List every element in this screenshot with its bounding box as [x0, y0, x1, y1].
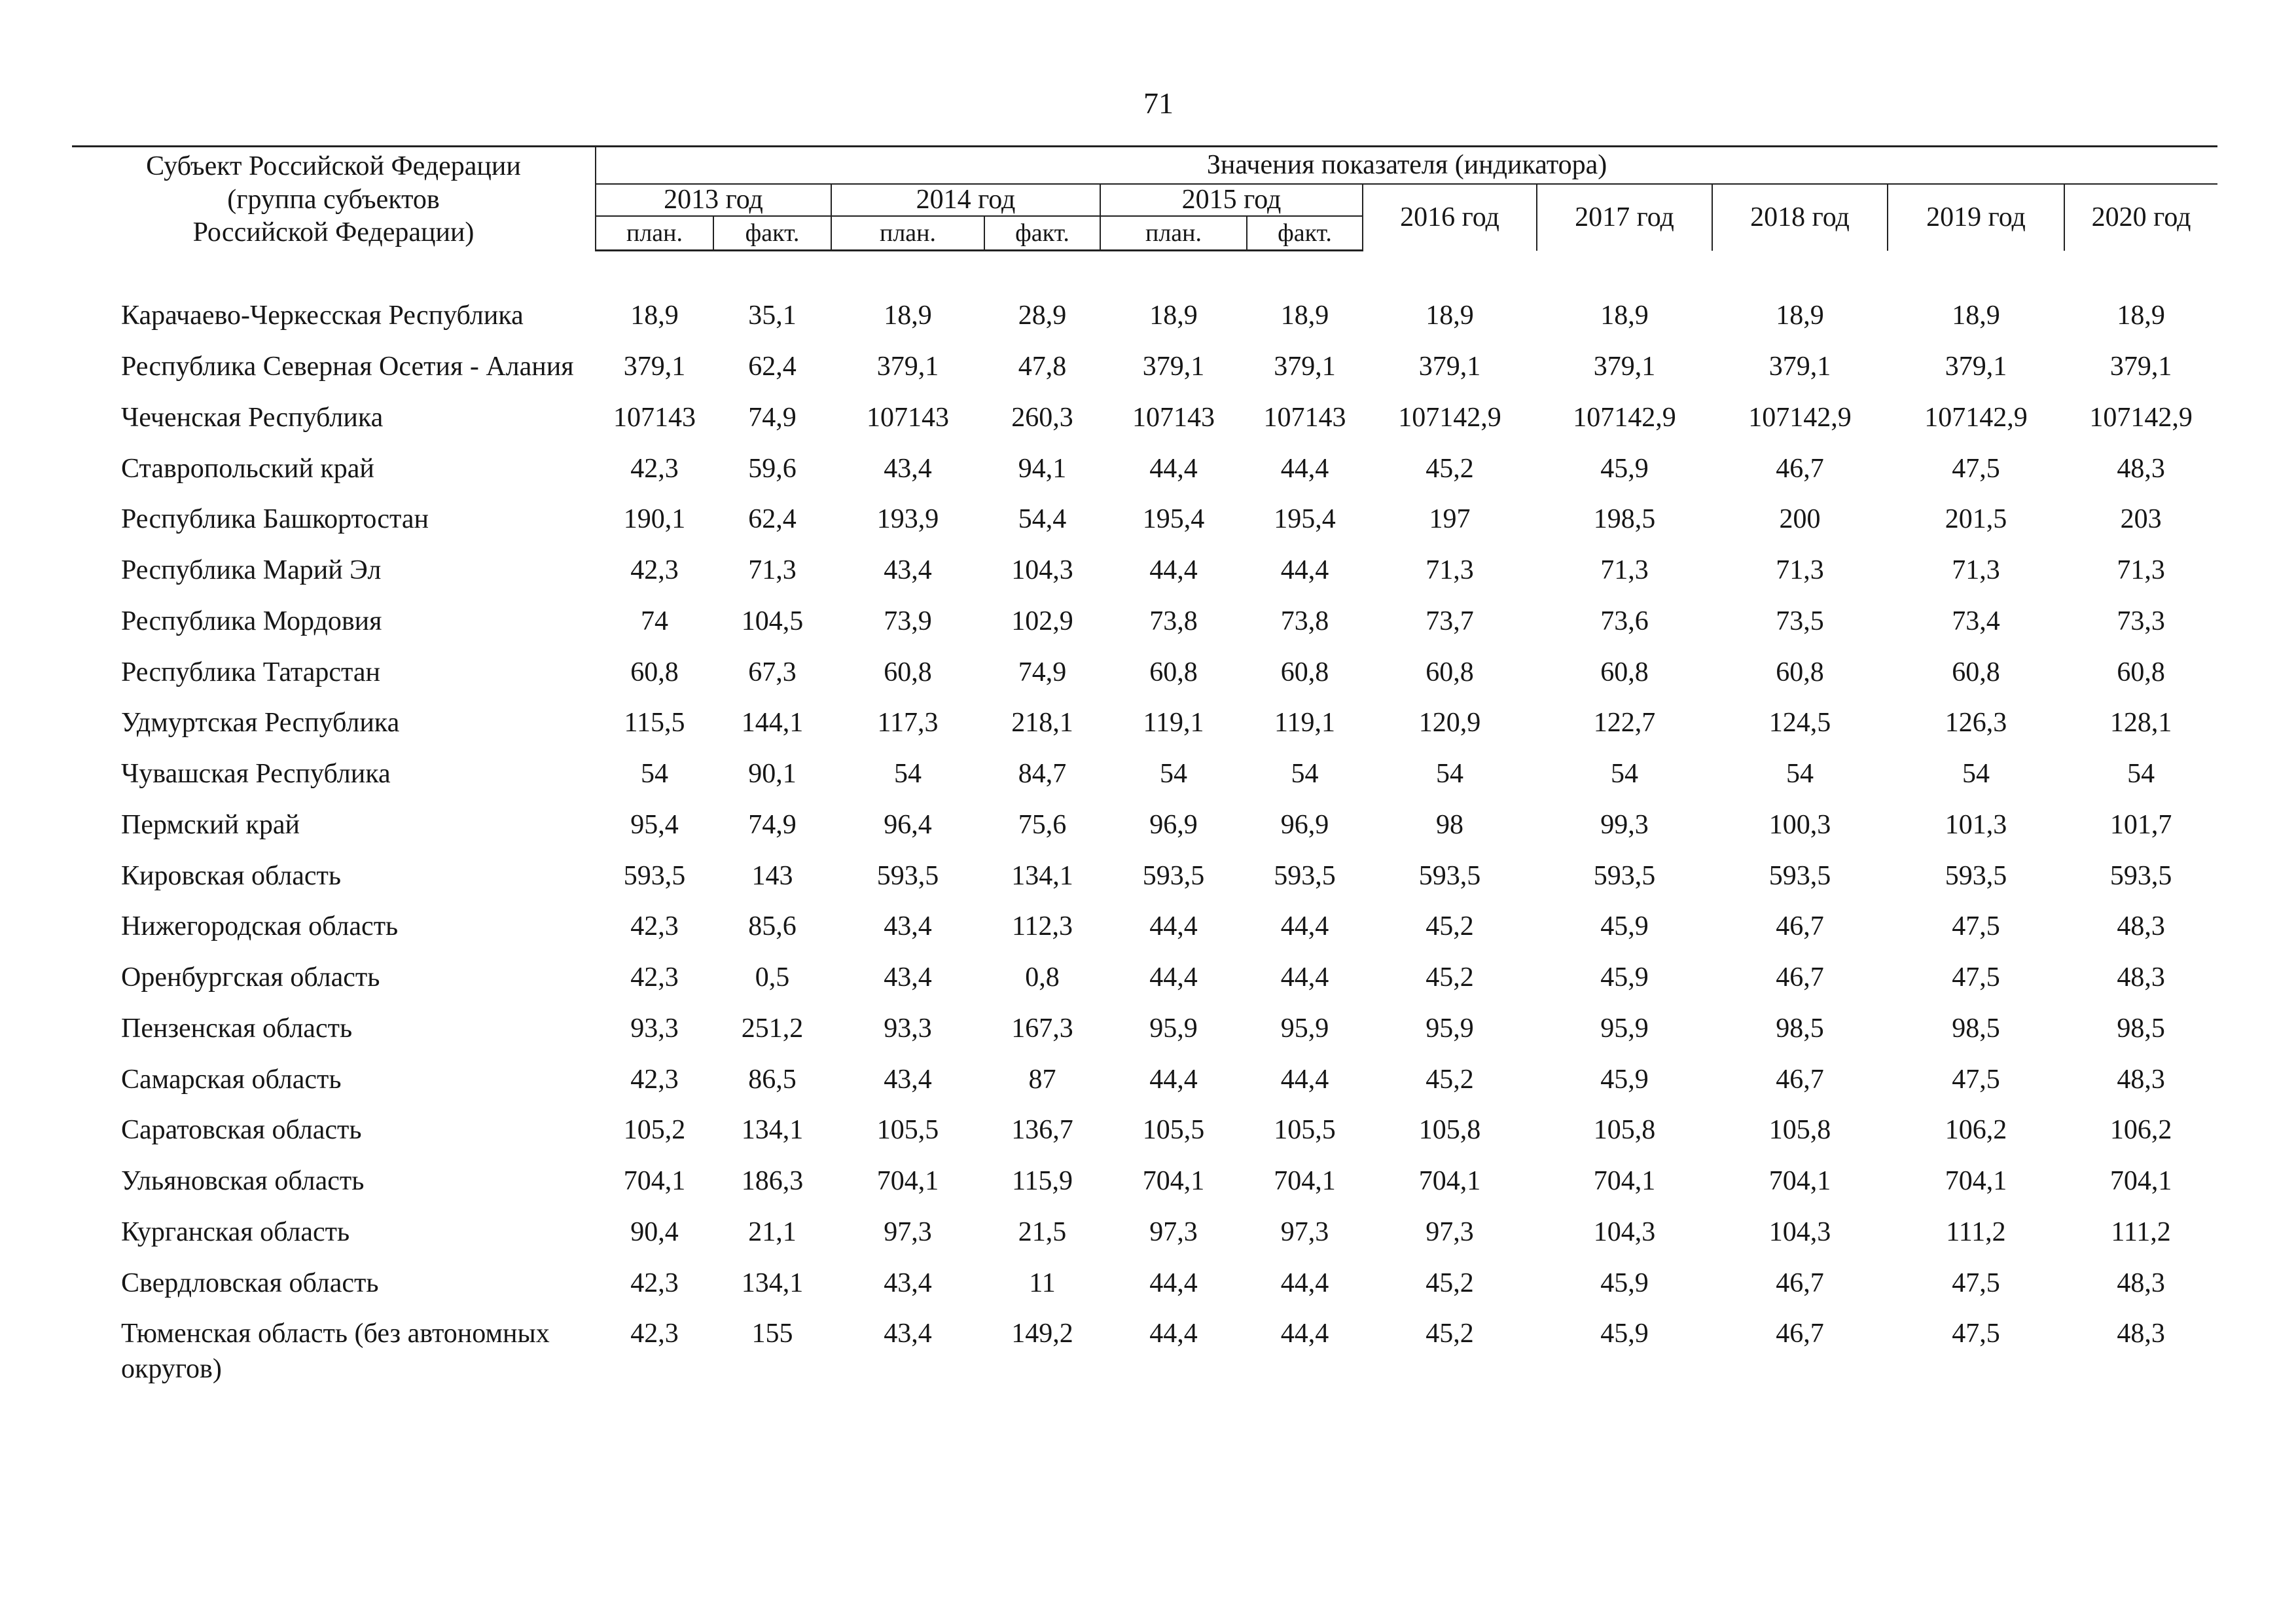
region-name-cell: Свердловская область — [121, 1267, 379, 1298]
value-cell: 42,3 — [630, 1319, 679, 1349]
region-name-cell: Курганская область — [121, 1216, 350, 1247]
value-cell: 45,9 — [1600, 1064, 1649, 1095]
value-cell: 54 — [1962, 759, 1990, 790]
value-cell: 60,8 — [1776, 657, 1824, 687]
value-cell: 73,3 — [2117, 606, 2165, 636]
value-cell: 704,1 — [1142, 1166, 1205, 1197]
plan-header-2014: план. — [831, 216, 984, 251]
value-cell: 42,3 — [630, 962, 679, 993]
value-cell: 593,5 — [1418, 860, 1481, 891]
value-cell: 43,4 — [884, 1319, 932, 1349]
value-cell: 45,9 — [1600, 1267, 1649, 1298]
region-name-cell: Республика Марий Эл — [121, 555, 382, 586]
value-cell: 104,3 — [1011, 555, 1073, 586]
value-cell: 106,2 — [1945, 1115, 2007, 1146]
table-row — [72, 299, 2217, 350]
region-name-cell: Ставропольский край — [121, 453, 374, 484]
value-cell: 42,3 — [630, 911, 679, 942]
value-cell: 190,1 — [623, 504, 686, 535]
value-cell: 100,3 — [1768, 809, 1831, 840]
value-cell: 21,1 — [748, 1216, 797, 1247]
value-cell: 201,5 — [1945, 504, 2007, 535]
value-cell: 73,8 — [1149, 606, 1198, 636]
value-cell: 71,3 — [2117, 555, 2165, 586]
value-cell: 704,1 — [1945, 1166, 2007, 1197]
table-header — [72, 147, 2217, 251]
value-cell: 18,9 — [2117, 301, 2165, 331]
value-cell: 60,8 — [630, 657, 679, 687]
value-cell: 93,3 — [884, 1013, 932, 1044]
year-header-2015: 2015 год — [1100, 184, 1363, 216]
region-name-cell: Кировская область — [121, 860, 342, 891]
value-cell: 95,9 — [1426, 1013, 1474, 1044]
table-row — [72, 1113, 2217, 1164]
year-header-2014: 2014 год — [831, 184, 1100, 216]
table-row — [72, 1063, 2217, 1114]
value-cell: 44,4 — [1280, 1267, 1329, 1298]
value-cell: 44,4 — [1280, 1064, 1329, 1095]
value-cell: 18,9 — [1426, 301, 1474, 331]
region-name-cell: Республика Северная Осетия - Алания — [121, 352, 574, 382]
indicator-table — [72, 145, 2217, 1403]
value-cell: 107142,9 — [1748, 402, 1852, 433]
region-name-cell: Нижегородская область — [121, 911, 399, 942]
value-cell: 143 — [751, 860, 793, 891]
table-row — [72, 452, 2217, 503]
value-cell: 54 — [1611, 759, 1638, 790]
value-cell: 54 — [1160, 759, 1187, 790]
value-cell: 71,3 — [1600, 555, 1649, 586]
value-cell: 193,9 — [876, 504, 939, 535]
value-cell: 54 — [894, 759, 922, 790]
value-cell: 73,5 — [1776, 606, 1824, 636]
value-cell: 44,4 — [1149, 911, 1198, 942]
value-cell: 48,3 — [2117, 911, 2165, 942]
table-row — [72, 655, 2217, 706]
value-cell: 107142,9 — [1398, 402, 1501, 433]
value-cell: 95,4 — [630, 809, 679, 840]
value-cell: 593,5 — [1142, 860, 1205, 891]
value-cell: 44,4 — [1149, 1064, 1198, 1095]
value-cell: 379,1 — [1593, 352, 1656, 382]
value-cell: 74,9 — [748, 402, 797, 433]
year-header-2013: 2013 год — [596, 184, 831, 216]
region-name-cell: Удмуртская Республика — [121, 708, 400, 739]
value-cell: 45,9 — [1600, 1319, 1649, 1349]
value-cell: 98,5 — [2117, 1013, 2165, 1044]
subject-header-line-1: Субъект Российской Федерации — [146, 151, 521, 182]
value-cell: 73,9 — [884, 606, 932, 636]
value-cell: 73,6 — [1600, 606, 1649, 636]
region-name-cell: Оренбургская область — [121, 962, 380, 993]
indicator-header: Значения показателя (индикатора) — [596, 147, 2217, 185]
region-name-cell: Тюменская область (без автономных округов) — [121, 1319, 550, 1385]
value-cell: 593,5 — [1768, 860, 1831, 891]
value-cell: 107142,9 — [1573, 402, 1676, 433]
value-cell: 97,3 — [1280, 1216, 1329, 1247]
value-cell: 379,1 — [876, 352, 939, 382]
value-cell: 43,4 — [884, 1267, 932, 1298]
value-cell: 105,5 — [876, 1115, 939, 1146]
plan-header-2015: план. — [1100, 216, 1247, 251]
value-cell: 86,5 — [748, 1064, 797, 1095]
value-cell: 90,1 — [748, 759, 797, 790]
value-cell: 54 — [641, 759, 668, 790]
value-cell: 704,1 — [1593, 1166, 1656, 1197]
value-cell: 106,2 — [2109, 1115, 2172, 1146]
value-cell: 104,3 — [1768, 1216, 1831, 1247]
value-cell: 95,9 — [1280, 1013, 1329, 1044]
value-cell: 704,1 — [2109, 1166, 2172, 1197]
value-cell: 44,4 — [1280, 453, 1329, 484]
table-row — [72, 604, 2217, 655]
table-row — [72, 502, 2217, 553]
value-cell: 18,9 — [1600, 301, 1649, 331]
value-cell: 593,5 — [623, 860, 686, 891]
value-cell: 71,3 — [1952, 555, 2000, 586]
value-cell: 60,8 — [1426, 657, 1474, 687]
value-cell: 48,3 — [2117, 1064, 2165, 1095]
value-cell: 54,4 — [1018, 504, 1067, 535]
value-cell: 90,4 — [630, 1216, 679, 1247]
value-cell: 105,8 — [1768, 1115, 1831, 1146]
value-cell: 18,9 — [1280, 301, 1329, 331]
value-cell: 46,7 — [1776, 1319, 1824, 1349]
value-cell: 704,1 — [623, 1166, 686, 1197]
value-cell: 260,3 — [1011, 402, 1073, 433]
value-cell: 95,9 — [1149, 1013, 1198, 1044]
value-cell: 45,9 — [1600, 911, 1649, 942]
value-cell: 379,1 — [623, 352, 686, 382]
value-cell: 94,1 — [1018, 453, 1067, 484]
table-row — [72, 757, 2217, 808]
value-cell: 115,9 — [1012, 1166, 1073, 1197]
value-cell: 195,4 — [1142, 504, 1205, 535]
page-number: 71 — [1143, 86, 1174, 120]
value-cell: 134,1 — [1011, 860, 1073, 891]
value-cell: 95,9 — [1600, 1013, 1649, 1044]
value-cell: 379,1 — [1768, 352, 1831, 382]
value-cell: 45,9 — [1600, 962, 1649, 993]
value-cell: 704,1 — [1274, 1166, 1336, 1197]
value-cell: 44,4 — [1280, 1319, 1329, 1349]
value-cell: 98,5 — [1776, 1013, 1824, 1044]
value-cell: 44,4 — [1149, 1319, 1198, 1349]
value-cell: 46,7 — [1776, 453, 1824, 484]
value-cell: 44,4 — [1280, 555, 1329, 586]
value-cell: 704,1 — [876, 1166, 939, 1197]
value-cell: 62,4 — [748, 504, 797, 535]
value-cell: 18,9 — [1149, 301, 1198, 331]
value-cell: 48,3 — [2117, 1319, 2165, 1349]
value-cell: 96,9 — [1280, 809, 1329, 840]
region-name-cell: Пензенская область — [121, 1013, 353, 1044]
table-row — [72, 706, 2217, 757]
value-cell: 54 — [1786, 759, 1814, 790]
value-cell: 60,8 — [1149, 657, 1198, 687]
subject-column-header — [72, 147, 596, 251]
value-cell: 43,4 — [884, 962, 932, 993]
year-header-2020: 2020 год — [2064, 184, 2217, 251]
value-cell: 62,4 — [748, 352, 797, 382]
value-cell: 60,8 — [1280, 657, 1329, 687]
value-cell: 203 — [2120, 504, 2162, 535]
value-cell: 134,1 — [741, 1115, 804, 1146]
table-row — [72, 960, 2217, 1012]
fact-header-2013: факт. — [713, 216, 831, 251]
value-cell: 0,8 — [1025, 962, 1060, 993]
value-cell: 105,8 — [1593, 1115, 1656, 1146]
value-cell: 97,3 — [1426, 1216, 1474, 1247]
table-row — [72, 1266, 2217, 1317]
value-cell: 18,9 — [884, 301, 932, 331]
value-cell: 107143 — [1263, 402, 1346, 433]
value-cell: 0,5 — [755, 962, 790, 993]
value-cell: 45,9 — [1600, 453, 1649, 484]
value-cell: 74,9 — [748, 809, 797, 840]
year-header-2016: 2016 год — [1363, 184, 1537, 251]
value-cell: 71,3 — [748, 555, 797, 586]
value-cell: 46,7 — [1776, 1267, 1824, 1298]
value-cell: 111,2 — [1946, 1216, 2006, 1247]
value-cell: 87 — [1028, 1064, 1056, 1095]
value-cell: 54 — [1291, 759, 1319, 790]
value-cell: 73,7 — [1426, 606, 1474, 636]
table-body — [72, 251, 2217, 1403]
value-cell: 97,3 — [884, 1216, 932, 1247]
value-cell: 134,1 — [741, 1267, 804, 1298]
value-cell: 71,3 — [1776, 555, 1824, 586]
table-row — [72, 859, 2217, 910]
value-cell: 107143 — [867, 402, 949, 433]
value-cell: 593,5 — [1593, 860, 1656, 891]
value-cell: 47,8 — [1018, 352, 1067, 382]
table-row — [72, 808, 2217, 859]
subject-header-line-3: Российской Федерации) — [192, 217, 475, 248]
value-cell: 96,9 — [1149, 809, 1198, 840]
value-cell: 47,5 — [1952, 962, 2000, 993]
value-cell: 45,2 — [1426, 1267, 1474, 1298]
value-cell: 28,9 — [1018, 301, 1067, 331]
value-cell: 73,4 — [1952, 606, 2000, 636]
value-cell: 96,4 — [884, 809, 932, 840]
value-cell: 54 — [1436, 759, 1463, 790]
value-cell: 105,2 — [623, 1115, 686, 1146]
value-cell: 45,2 — [1426, 962, 1474, 993]
value-cell: 93,3 — [630, 1013, 679, 1044]
value-cell: 104,3 — [1593, 1216, 1656, 1247]
value-cell: 84,7 — [1018, 759, 1067, 790]
value-cell: 593,5 — [1945, 860, 2007, 891]
value-cell: 105,5 — [1274, 1115, 1336, 1146]
value-cell: 197 — [1429, 504, 1471, 535]
year-header-2018: 2018 год — [1712, 184, 1888, 251]
value-cell: 18,9 — [1776, 301, 1824, 331]
value-cell: 107143 — [1132, 402, 1215, 433]
value-cell: 59,6 — [748, 453, 797, 484]
value-cell: 35,1 — [748, 301, 797, 331]
region-name-cell: Ульяновская область — [121, 1166, 365, 1197]
value-cell: 46,7 — [1776, 1064, 1824, 1095]
value-cell: 43,4 — [884, 555, 932, 586]
region-name-cell: Пермский край — [121, 809, 300, 840]
value-cell: 44,4 — [1280, 962, 1329, 993]
value-cell: 42,3 — [630, 555, 679, 586]
table-row — [72, 401, 2217, 452]
table-row — [72, 1012, 2217, 1063]
value-cell: 42,3 — [630, 1064, 679, 1095]
value-cell: 46,7 — [1776, 962, 1824, 993]
table-row — [72, 1317, 2217, 1403]
value-cell: 75,6 — [1018, 809, 1067, 840]
value-cell: 43,4 — [884, 1064, 932, 1095]
value-cell: 48,3 — [2117, 962, 2165, 993]
value-cell: 60,8 — [2117, 657, 2165, 687]
value-cell: 112,3 — [1012, 911, 1073, 942]
value-cell: 144,1 — [741, 708, 804, 739]
value-cell: 74 — [641, 606, 668, 636]
value-cell: 44,4 — [1149, 555, 1198, 586]
value-cell: 45,2 — [1426, 1319, 1474, 1349]
region-name-cell: Республика Татарстан — [121, 657, 381, 687]
value-cell: 195,4 — [1274, 504, 1336, 535]
value-cell: 44,4 — [1149, 1267, 1198, 1298]
value-cell: 47,5 — [1952, 911, 2000, 942]
value-cell: 97,3 — [1149, 1216, 1198, 1247]
value-cell: 107142,9 — [2089, 402, 2193, 433]
value-cell: 704,1 — [1418, 1166, 1481, 1197]
value-cell: 60,8 — [1600, 657, 1649, 687]
value-cell: 379,1 — [1418, 352, 1481, 382]
value-cell: 379,1 — [1274, 352, 1336, 382]
value-cell: 136,7 — [1011, 1115, 1073, 1146]
value-cell: 186,3 — [741, 1166, 804, 1197]
value-cell: 119,1 — [1143, 708, 1204, 739]
value-cell: 120,9 — [1418, 708, 1481, 739]
region-name-cell: Республика Мордовия — [121, 606, 382, 636]
value-cell: 105,5 — [1142, 1115, 1205, 1146]
value-cell: 593,5 — [876, 860, 939, 891]
value-cell: 119,1 — [1274, 708, 1335, 739]
value-cell: 102,9 — [1011, 606, 1073, 636]
value-cell: 48,3 — [2117, 1267, 2165, 1298]
region-name-cell: Республика Башкортостан — [121, 504, 429, 535]
value-cell: 167,3 — [1011, 1013, 1073, 1044]
table-row — [72, 350, 2217, 401]
value-cell: 42,3 — [630, 1267, 679, 1298]
value-cell: 18,9 — [1952, 301, 2000, 331]
value-cell: 111,2 — [2111, 1216, 2171, 1247]
value-cell: 98,5 — [1952, 1013, 2000, 1044]
value-cell: 115,5 — [624, 708, 685, 739]
value-cell: 107142,9 — [1924, 402, 2028, 433]
region-name-cell: Карачаево-Черкесская Республика — [121, 301, 524, 331]
subject-header-line-2: (группа субъектов — [227, 184, 440, 215]
value-cell: 43,4 — [884, 453, 932, 484]
value-cell: 200 — [1779, 504, 1821, 535]
value-cell: 85,6 — [748, 911, 797, 942]
value-cell: 73,8 — [1280, 606, 1329, 636]
year-header-2019: 2019 год — [1888, 184, 2064, 251]
value-cell: 60,8 — [884, 657, 932, 687]
value-cell: 379,1 — [1142, 352, 1205, 382]
value-cell: 67,3 — [748, 657, 797, 687]
value-cell: 44,4 — [1149, 962, 1198, 993]
table-row — [72, 553, 2217, 604]
fact-header-2015: факт. — [1247, 216, 1363, 251]
value-cell: 47,5 — [1952, 453, 2000, 484]
value-cell: 44,4 — [1280, 911, 1329, 942]
value-cell: 126,3 — [1945, 708, 2007, 739]
value-cell: 47,5 — [1952, 1064, 2000, 1095]
value-cell: 117,3 — [877, 708, 939, 739]
value-cell: 74,9 — [1018, 657, 1067, 687]
table-row — [72, 909, 2217, 960]
table-row — [72, 1215, 2217, 1266]
value-cell: 251,2 — [741, 1013, 804, 1044]
value-cell: 104,5 — [741, 606, 804, 636]
value-cell: 99,3 — [1600, 809, 1649, 840]
value-cell: 42,3 — [630, 453, 679, 484]
value-cell: 124,5 — [1768, 708, 1831, 739]
value-cell: 379,1 — [1945, 352, 2007, 382]
value-cell: 149,2 — [1011, 1319, 1073, 1349]
value-cell: 101,3 — [1945, 809, 2007, 840]
value-cell: 47,5 — [1952, 1319, 2000, 1349]
value-cell: 379,1 — [2109, 352, 2172, 382]
region-name-cell: Чеченская Республика — [121, 402, 384, 433]
table-row — [72, 1164, 2217, 1215]
value-cell: 71,3 — [1426, 555, 1474, 586]
value-cell: 128,1 — [2109, 708, 2172, 739]
value-cell: 45,2 — [1426, 911, 1474, 942]
year-header-2017: 2017 год — [1537, 184, 1712, 251]
value-cell: 107143 — [613, 402, 696, 433]
value-cell: 60,8 — [1952, 657, 2000, 687]
value-cell: 45,2 — [1426, 1064, 1474, 1095]
region-name-cell: Чувашская Республика — [121, 759, 391, 790]
value-cell: 54 — [2127, 759, 2155, 790]
value-cell: 46,7 — [1776, 911, 1824, 942]
value-cell: 218,1 — [1011, 708, 1073, 739]
value-cell: 105,8 — [1418, 1115, 1481, 1146]
region-name-cell: Самарская область — [121, 1064, 342, 1095]
value-cell: 155 — [751, 1319, 793, 1349]
value-cell: 44,4 — [1149, 453, 1198, 484]
value-cell: 593,5 — [1274, 860, 1336, 891]
value-cell: 198,5 — [1593, 504, 1656, 535]
value-cell: 45,2 — [1426, 453, 1474, 484]
value-cell: 47,5 — [1952, 1267, 2000, 1298]
value-cell: 122,7 — [1593, 708, 1656, 739]
value-cell: 101,7 — [2109, 809, 2172, 840]
plan-header-2013: план. — [596, 216, 713, 251]
value-cell: 98 — [1436, 809, 1463, 840]
value-cell: 18,9 — [630, 301, 679, 331]
value-cell: 11 — [1029, 1267, 1056, 1298]
value-cell: 704,1 — [1768, 1166, 1831, 1197]
region-name-cell: Саратовская область — [121, 1115, 362, 1146]
value-cell: 21,5 — [1018, 1216, 1067, 1247]
value-cell: 593,5 — [2109, 860, 2172, 891]
value-cell: 48,3 — [2117, 453, 2165, 484]
fact-header-2014: факт. — [984, 216, 1100, 251]
value-cell: 43,4 — [884, 911, 932, 942]
